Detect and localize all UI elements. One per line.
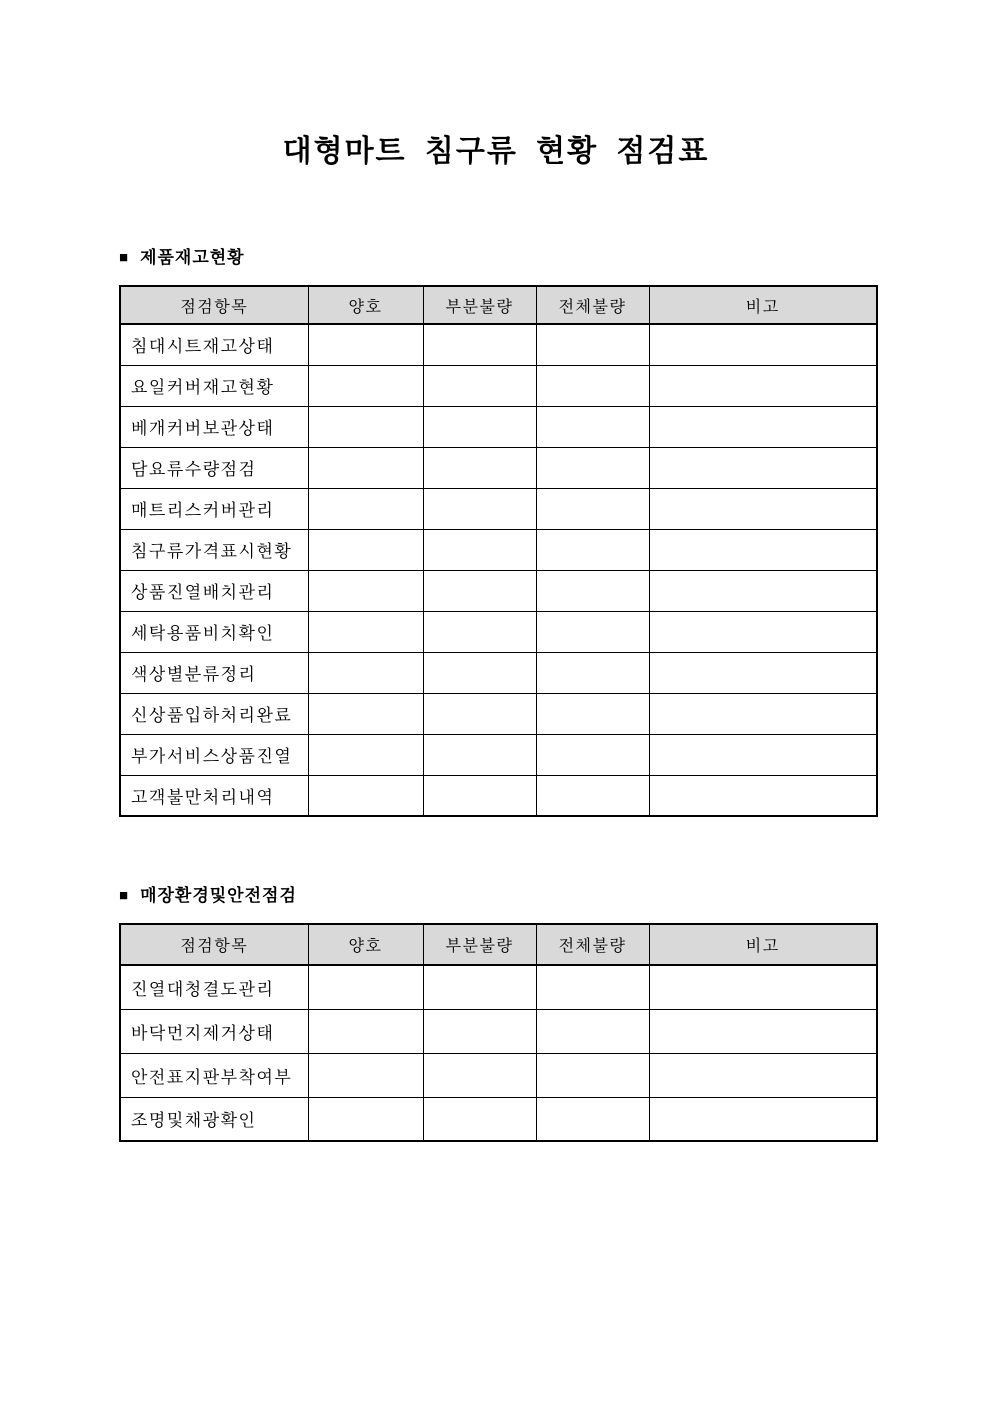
check-item-label: 상품진열배치관리 — [120, 570, 308, 611]
cell-good — [308, 570, 423, 611]
product-inventory-table — [119, 285, 878, 817]
environment-safety-rows — [120, 965, 877, 1141]
cell-remarks — [649, 775, 877, 816]
cell-remarks — [649, 693, 877, 734]
check-item-label: 침구류가격표시현황 — [120, 529, 308, 570]
section-environment-safety — [119, 885, 876, 1142]
cell-total-defect — [536, 611, 649, 652]
cell-total-defect — [536, 1053, 649, 1097]
cell-partial-defect — [423, 406, 536, 447]
cell-partial-defect — [423, 1097, 536, 1141]
cell-good — [308, 693, 423, 734]
section-heading-product — [119, 247, 876, 269]
table-row — [120, 447, 877, 488]
cell-remarks — [649, 324, 877, 365]
col-header-total-defect: 전체불량 — [536, 286, 649, 324]
cell-good — [308, 406, 423, 447]
cell-remarks — [649, 570, 877, 611]
table-row — [120, 324, 877, 365]
cell-remarks — [649, 734, 877, 775]
section-bullet-icon: ■ — [119, 887, 130, 904]
table-header-row — [120, 286, 877, 324]
cell-total-defect — [536, 570, 649, 611]
table-row — [120, 965, 877, 1009]
cell-remarks — [649, 965, 877, 1009]
col-header-total-defect: 전체불량 — [536, 924, 649, 965]
cell-total-defect — [536, 693, 649, 734]
cell-partial-defect — [423, 488, 536, 529]
check-item-label: 진열대청결도관리 — [120, 965, 308, 1009]
check-item-label: 안전표지판부착여부 — [120, 1053, 308, 1097]
check-item-label: 고객불만처리내역 — [120, 775, 308, 816]
col-header-good: 양호 — [308, 286, 423, 324]
cell-total-defect — [536, 965, 649, 1009]
table-row — [120, 488, 877, 529]
table-header-row — [120, 924, 877, 965]
check-item-label: 베개커버보관상태 — [120, 406, 308, 447]
table-row — [120, 693, 877, 734]
cell-partial-defect — [423, 611, 536, 652]
table-row — [120, 1053, 877, 1097]
section-heading-environment — [119, 885, 876, 907]
cell-good — [308, 365, 423, 406]
col-header-remarks: 비고 — [649, 924, 877, 965]
check-item-label: 조명및채광확인 — [120, 1097, 308, 1141]
cell-remarks — [649, 1009, 877, 1053]
section-product-inventory — [119, 247, 876, 817]
cell-total-defect — [536, 529, 649, 570]
document-title: 대형마트 침구류 현황 점검표 — [282, 135, 710, 168]
table-row — [120, 652, 877, 693]
col-header-check-item: 점검항목 — [120, 286, 308, 324]
cell-total-defect — [536, 775, 649, 816]
cell-remarks — [649, 529, 877, 570]
cell-partial-defect — [423, 1009, 536, 1053]
check-item-label: 바닥먼지제거상태 — [120, 1009, 308, 1053]
cell-good — [308, 1053, 423, 1097]
cell-total-defect — [536, 652, 649, 693]
cell-total-defect — [536, 324, 649, 365]
table-row — [120, 406, 877, 447]
cell-total-defect — [536, 365, 649, 406]
cell-total-defect — [536, 1009, 649, 1053]
cell-partial-defect — [423, 570, 536, 611]
table-row — [120, 1097, 877, 1141]
cell-total-defect — [536, 1097, 649, 1141]
col-header-check-item: 점검항목 — [120, 924, 308, 965]
table-row — [120, 611, 877, 652]
cell-partial-defect — [423, 447, 536, 488]
table-row — [120, 529, 877, 570]
section-heading-text: 매장환경및안전점검 — [140, 886, 297, 905]
table-row — [120, 734, 877, 775]
section-bullet-icon: ■ — [119, 249, 130, 266]
cell-good — [308, 652, 423, 693]
cell-good — [308, 488, 423, 529]
cell-remarks — [649, 488, 877, 529]
col-header-good: 양호 — [308, 924, 423, 965]
check-item-label: 침대시트재고상태 — [120, 324, 308, 365]
cell-remarks — [649, 406, 877, 447]
col-header-partial-defect: 부분불량 — [423, 924, 536, 965]
cell-total-defect — [536, 447, 649, 488]
cell-good — [308, 775, 423, 816]
check-item-label: 색상별분류정리 — [120, 652, 308, 693]
check-item-label: 매트리스커버관리 — [120, 488, 308, 529]
col-header-partial-defect: 부분불량 — [423, 286, 536, 324]
cell-good — [308, 529, 423, 570]
cell-good — [308, 447, 423, 488]
cell-partial-defect — [423, 529, 536, 570]
cell-remarks — [649, 1097, 877, 1141]
cell-total-defect — [536, 734, 649, 775]
table-row — [120, 775, 877, 816]
cell-remarks — [649, 1053, 877, 1097]
table-row — [120, 365, 877, 406]
col-header-remarks: 비고 — [649, 286, 877, 324]
environment-safety-table — [119, 923, 878, 1142]
check-item-label: 신상품입하처리완료 — [120, 693, 308, 734]
product-inventory-rows — [120, 324, 877, 816]
cell-partial-defect — [423, 324, 536, 365]
check-item-label: 담요류수량점검 — [120, 447, 308, 488]
cell-good — [308, 965, 423, 1009]
table-row — [120, 1009, 877, 1053]
cell-good — [308, 611, 423, 652]
cell-partial-defect — [423, 652, 536, 693]
cell-remarks — [649, 611, 877, 652]
check-item-label: 부가서비스상품진열 — [120, 734, 308, 775]
cell-total-defect — [536, 488, 649, 529]
cell-partial-defect — [423, 775, 536, 816]
check-item-label: 세탁용품비치확인 — [120, 611, 308, 652]
cell-good — [308, 734, 423, 775]
cell-good — [308, 324, 423, 365]
cell-remarks — [649, 652, 877, 693]
section-heading-text: 제품재고현황 — [140, 248, 245, 267]
cell-partial-defect — [423, 734, 536, 775]
table-row — [120, 570, 877, 611]
cell-good — [308, 1097, 423, 1141]
cell-partial-defect — [423, 1053, 536, 1097]
cell-remarks — [649, 365, 877, 406]
cell-partial-defect — [423, 365, 536, 406]
cell-total-defect — [536, 406, 649, 447]
cell-good — [308, 1009, 423, 1053]
check-item-label: 요일커버재고현황 — [120, 365, 308, 406]
cell-partial-defect — [423, 693, 536, 734]
cell-remarks — [649, 447, 877, 488]
cell-partial-defect — [423, 965, 536, 1009]
